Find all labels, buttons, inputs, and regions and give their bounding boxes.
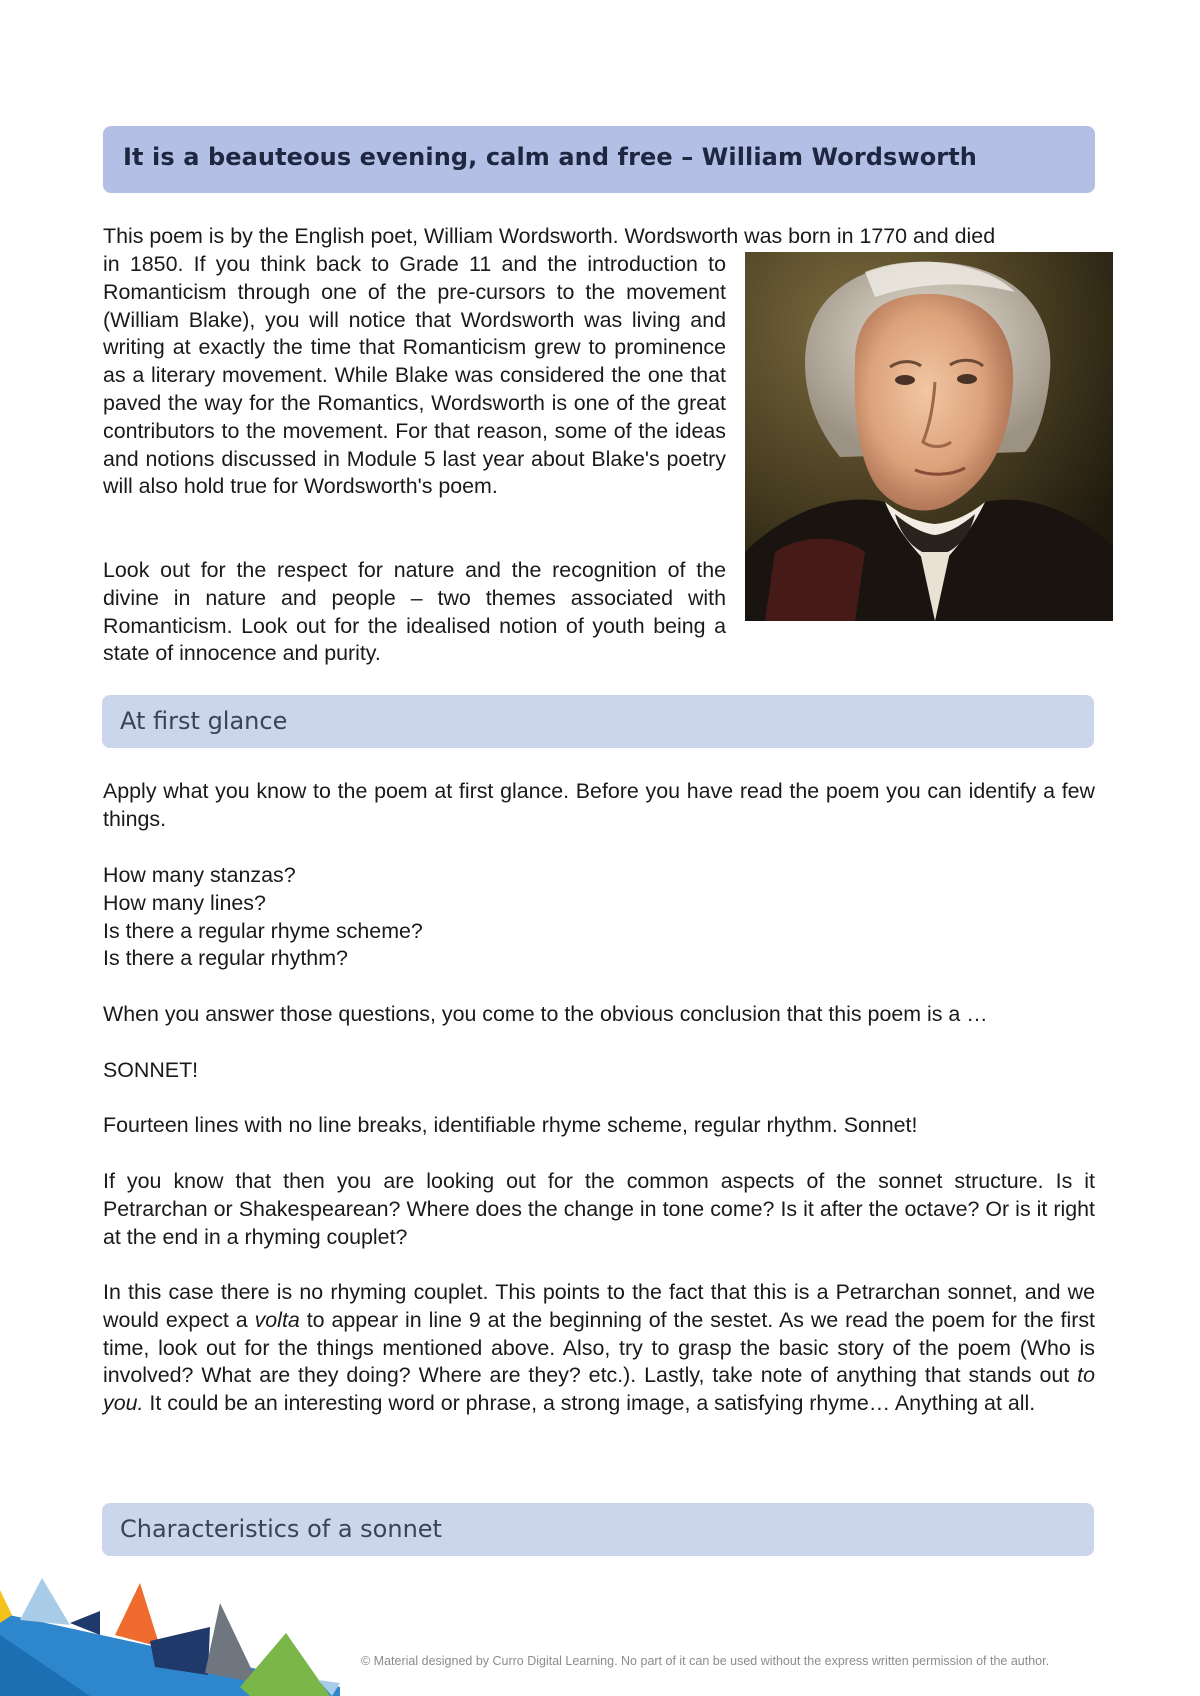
section-heading-text: Characteristics of a sonnet xyxy=(120,1514,442,1543)
petrarchan-paragraph xyxy=(103,1279,1095,1418)
structure-paragraph: If you know that then you are looking out for the common aspects of the sonnet structure. Is it Petrarchan or Shakespearean? Where does the change in tone come? Is it after the octave? Or is it right at the end in a rhyming couplet? xyxy=(103,1169,1095,1249)
portrait-photo-icon xyxy=(745,252,1113,621)
italic-volta: volta xyxy=(254,1307,300,1332)
question-item: How many lines? xyxy=(103,890,266,915)
question-item: How many stanzas? xyxy=(103,863,296,887)
question-item: Is there a regular rhyme scheme? xyxy=(103,918,423,943)
questions-list xyxy=(103,862,423,973)
text-run: In this case there is no rhyming couplet. This points to the fact that this is a Petrarchan sonnet, and we would expect a xyxy=(103,1280,1095,1332)
section-heading-characteristics xyxy=(102,1503,1094,1556)
page-title: It is a beauteous evening, calm and free – William Wordsworth xyxy=(123,142,977,171)
sonnet-exclamation: SONNET! xyxy=(103,1058,199,1082)
fourteen-lines-line: Fourteen lines with no line breaks, identifiable rhyme scheme, regular rhythm. Sonnet! xyxy=(103,1113,918,1137)
text-run: It could be an interesting word or phrase, a strong image, a satisfying rhyme… Anything at all. xyxy=(143,1391,1036,1416)
copyright-notice: © Material designed by Curro Digital Learning. No part of it can be used without the express written permission of the author. xyxy=(361,1654,1050,1668)
triangle-shape xyxy=(20,1578,70,1625)
title-banner xyxy=(103,126,1095,193)
triangle-shape xyxy=(115,1583,160,1647)
triangle-shape xyxy=(205,1603,258,1683)
intro-first-line: This poem is by the English poet, William Wordsworth. Wordsworth was born in 1770 and died xyxy=(103,224,996,248)
text-run: to appear in line 9 at the beginning of the sestet. As we read the poem for the first time, look out for the things mentioned above. Also, try to grasp the basic story of the poem (Who is involved? What are they doing? Where are they? etc.). Lastly, take note of anything that stands out xyxy=(103,1307,1095,1388)
italic-to-you: to you. xyxy=(103,1363,1095,1416)
triangle-shape xyxy=(240,1633,330,1696)
conclusion-line: When you answer those questions, you come to the obvious conclusion that this poem is a … xyxy=(103,1002,988,1026)
question-item: Is there a regular rhythm? xyxy=(103,946,348,971)
decorative-triangles xyxy=(0,1575,340,1696)
themes-paragraph: Look out for the respect for nature and the recognition of the divine in nature and people – two themes associated with Romanticism. Look out for the idealised notion of youth being a state of innocence and purity. xyxy=(103,558,726,666)
section-heading-text: At first glance xyxy=(120,706,288,735)
section-heading-first-glance xyxy=(102,695,1094,748)
intro-paragraph: in 1850. If you think back to Grade 11 and the introduction to Romanticism through one of the pre-cursors to the movement (William Blake), you will notice that Wordsworth was living and writing at exactly the time that Romanticism grew to prominence as a literary movement. While Blake was considered the one that paved the way for the Romantics, Wordsworth is one of the great contributors to the movement. For that reason, some of the ideas and notions discussed in Module 5 last year about Blake's poetry will also hold true for Wordsworth's poem. xyxy=(103,252,726,499)
apply-paragraph: Apply what you know to the poem at first glance. Before you have read the poem you can identify a few things. xyxy=(103,779,1095,831)
portrait-image xyxy=(745,252,1113,621)
